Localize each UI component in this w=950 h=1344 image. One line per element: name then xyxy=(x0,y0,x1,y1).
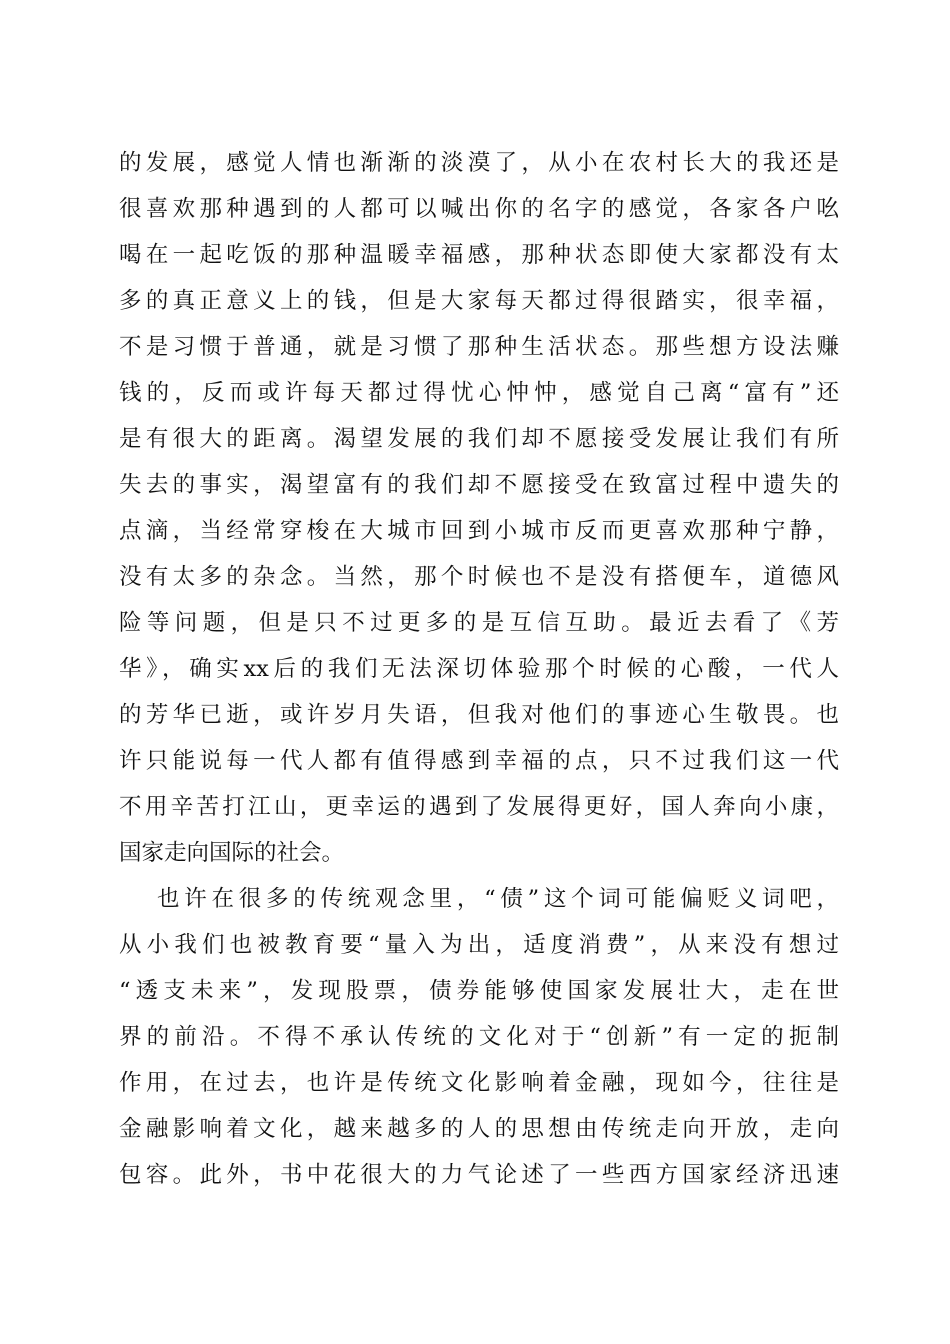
text-line: “透支未来”，发现股票，债券能够使国家发展壮大，走在世 xyxy=(119,978,839,1004)
text-line: 的发展，感觉人情也渐渐的淡漠了，从小在农村长大的我还是 xyxy=(119,150,839,176)
text-line: 很喜欢那种遇到的人都可以喊出你的名字的感觉，各家各户吆 xyxy=(119,196,839,222)
text-line: 界的前沿。不得不承认传统的文化对于“创新”有一定的扼制 xyxy=(119,1024,839,1050)
text-line: 不是习惯于普通，就是习惯了那种生活状态。那些想方设法赚 xyxy=(119,334,839,360)
text-line: 作用，在过去，也许是传统文化影响着金融，现如今，往往是 xyxy=(119,1070,839,1096)
text-line: 没有太多的杂念。当然，那个时候也不是没有搭便车，道德风 xyxy=(119,564,839,590)
text-line: 点滴，当经常穿梭在大城市回到小城市反而更喜欢那种宁静， xyxy=(119,518,839,544)
text-line: 钱的，反而或许每天都过得忧心忡忡，感觉自己离“富有”还 xyxy=(119,380,839,406)
paragraph-1 xyxy=(119,140,839,876)
body-text xyxy=(119,140,839,1198)
text-line: 是有很大的距离。渴望发展的我们却不愿接受发展让我们有所 xyxy=(119,426,839,452)
text-line: 的芳华已逝，或许岁月失语，但我对他们的事迹心生敬畏。也 xyxy=(119,702,839,728)
text-line: 许只能说每一代人都有值得感到幸福的点，只不过我们这一代 xyxy=(119,748,839,774)
text-line: 失去的事实，渴望富有的我们却不愿接受在致富过程中遗失的 xyxy=(119,472,839,498)
text-line: 险等问题，但是只不过更多的是互信互助。最近去看了《芳 xyxy=(119,610,839,636)
text-line: 华》，确实xx后的我们无法深切体验那个时候的心酸，一代人 xyxy=(119,656,839,682)
text-line: 金融影响着文化，越来越多的人的思想由传统走向开放，走向 xyxy=(119,1116,839,1142)
text-line: 喝在一起吃饭的那种温暖幸福感，那种状态即使大家都没有太 xyxy=(119,242,839,268)
text-line: 不用辛苦打江山，更幸运的遇到了发展得更好，国人奔向小康， xyxy=(119,794,839,820)
text-line: 从小我们也被教育要“量入为出，适度消费”，从来没有想过 xyxy=(119,932,839,958)
paragraph-2 xyxy=(119,876,839,1198)
text-line: 多的真正意义上的钱，但是大家每天都过得很踏实，很幸福， xyxy=(119,288,839,314)
text-line: 包容。此外，书中花很大的力气论述了一些西方国家经济迅速 xyxy=(119,1162,839,1188)
text-line: 国家走向国际的社会。 xyxy=(119,840,345,866)
text-line: 也许在很多的传统观念里，“债”这个词可能偏贬义词吧， xyxy=(157,886,839,912)
